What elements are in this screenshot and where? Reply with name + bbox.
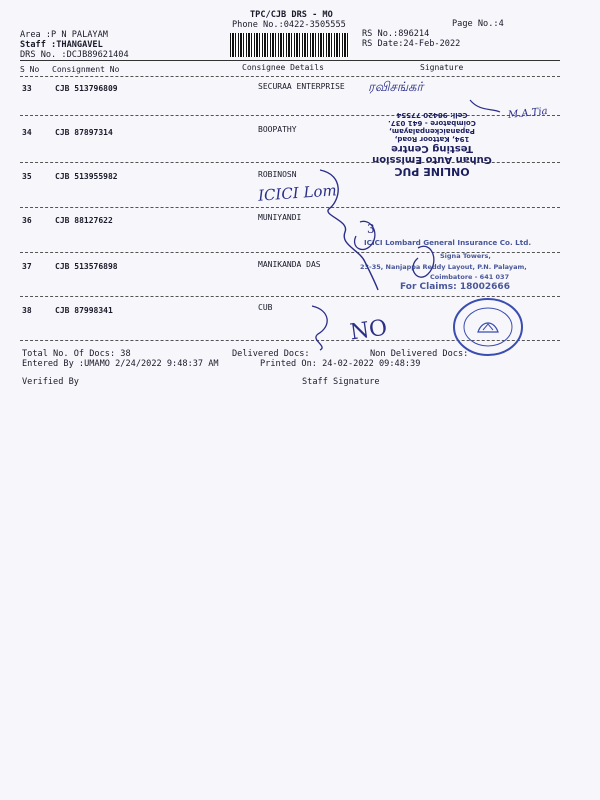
row-consignee: CUB xyxy=(258,303,273,312)
printed-on: Printed On: 24-02-2022 09:48:39 xyxy=(260,359,421,369)
insurance-stamp-line: For Claims: 18002666 xyxy=(400,282,510,292)
signature-row-35: ICICI Lom xyxy=(257,181,338,205)
row-sno: 34 xyxy=(22,128,32,137)
insurance-stamp-line: Coimbatore - 641 037 xyxy=(430,273,510,281)
signature-stroke xyxy=(312,306,327,350)
area-label: Area :P N PALAYAM xyxy=(20,30,108,40)
rs-date: RS Date:24-Feb-2022 xyxy=(362,39,461,49)
row-consignee: SECURAA ENTERPRISE xyxy=(258,82,345,91)
insurance-stamp-line: Signa Towers, xyxy=(440,252,491,260)
puc-stamp-line: Testing Centre xyxy=(391,143,473,154)
insurance-stamp-line: 23-35, Nanjappa Reddy Layout, P.N. Palayam, xyxy=(360,263,527,271)
row-sno: 35 xyxy=(22,172,32,181)
insurance-stamp-line: ICICI Lombard General Insurance Co. Ltd. xyxy=(364,238,532,247)
staff-signature: Staff Signature xyxy=(302,377,380,387)
phone-number: Phone No.:0422-3505555 xyxy=(232,20,346,30)
puc-stamp-line: 194, Kattoor Road, Papanaickenpalayam, xyxy=(389,127,475,143)
document-title: TPC/CJB DRS - MO xyxy=(250,10,333,20)
col-consignment: Consignment No xyxy=(52,65,120,74)
row-consignee: ROBINOSN xyxy=(258,170,297,179)
delivered-docs: Delivered Docs: xyxy=(232,349,310,359)
row-sno: 37 xyxy=(22,262,32,271)
row-sno: 36 xyxy=(22,216,32,225)
row-consignment: CJB 513576898 xyxy=(55,262,118,271)
rs-number: RS No.:896214 xyxy=(362,29,430,39)
col-sno: S No xyxy=(20,65,40,74)
row-consignment: CJB 88127622 xyxy=(55,216,113,225)
non-delivered-docs: Non Delivered Docs: xyxy=(370,349,469,359)
verified-by: Verified By xyxy=(22,377,79,387)
total-docs: Total No. Of Docs: 38 xyxy=(22,349,131,359)
row-consignee: BOOPATHY xyxy=(258,125,297,134)
row-consignment: CJB 87897314 xyxy=(55,128,113,137)
signature-row-34: M.A.Tia xyxy=(507,105,549,122)
row-consignee: MUNIYANDI xyxy=(258,213,302,222)
row-consignee: MANIKANDA DAS xyxy=(258,260,321,269)
col-signature: Signature xyxy=(420,63,464,72)
col-consignee: Consignee Details xyxy=(242,63,324,72)
page-number: Page No.:4 xyxy=(452,19,504,29)
puc-stamp-line: Guhan Auto Emission xyxy=(372,154,492,165)
drs-number: DRS No. :DCJB89621404 xyxy=(20,50,129,60)
entered-by: Entered By :UMAMO 2/24/2022 9:48:37 AM xyxy=(22,359,219,369)
puc-stamp-line: ONLINE PUC xyxy=(394,165,470,178)
staff-label: Staff :THANGAVEL xyxy=(20,40,103,50)
row-consignment: CJB 87998341 xyxy=(55,306,113,315)
puc-stamp xyxy=(352,104,512,178)
row-sno: 33 xyxy=(22,84,32,93)
signature-row-33: ரவிசங்கர் xyxy=(368,80,424,95)
puc-stamp-line: Coimbatore - 641 037. xyxy=(388,119,476,127)
row-sno: 38 xyxy=(22,306,32,315)
signature-row-38: NO xyxy=(348,315,389,346)
round-seal xyxy=(450,296,526,358)
handwritten-mark: 3 xyxy=(367,222,375,236)
puc-stamp-line: Cell: 98420 77554 xyxy=(396,111,468,119)
row-consignment: CJB 513796809 xyxy=(55,84,118,93)
row-consignment: CJB 513955982 xyxy=(55,172,118,181)
